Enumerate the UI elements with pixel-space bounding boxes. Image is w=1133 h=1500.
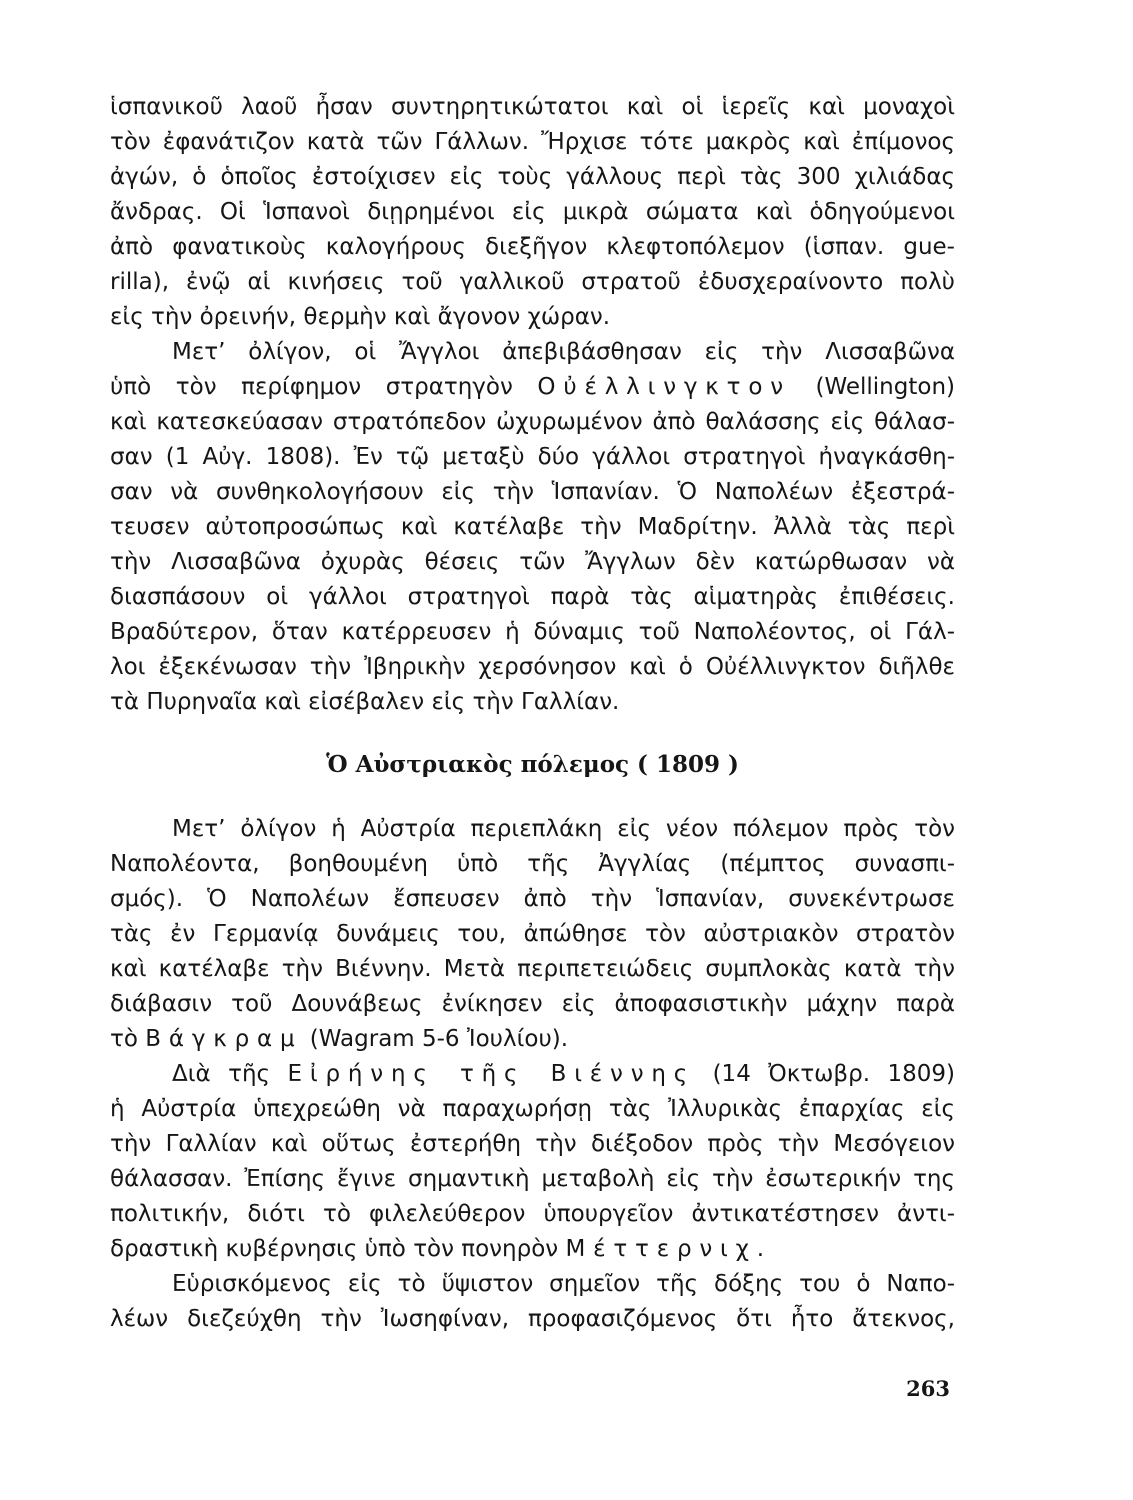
- text-line: λοι ἐξεκένωσαν τὴν Ἰβηρικὴν χερσόνησον καὶ ὁ Οὐέλλινγκτον διῆλθε: [110, 654, 955, 680]
- text-line: Εὑρισκόμενος εἰς τὸ ὕψιστον σημεῖον τῆς δόξης του ὁ Ναπο-: [172, 1271, 955, 1297]
- spaced-name: Βάγκραμ: [145, 1026, 303, 1052]
- text-line: [110, 370, 955, 405]
- text-line: ἱσπανικοῦ λαοῦ ἦσαν συντηρητικώτατοι καὶ οἱ ἱερεῖς καὶ μοναχοὶ: [110, 94, 955, 120]
- text-line: [110, 1232, 955, 1267]
- line-segment: .: [756, 1236, 765, 1262]
- text-line: rilla), ἐνῷ αἱ κινήσεις τοῦ γαλλικοῦ στρατοῦ ἐδυσχεραίνοντο πολὺ: [110, 269, 955, 295]
- spaced-name: Μέττερνιχ: [565, 1236, 757, 1262]
- text-line: ἀγών, ὁ ὁποῖος ἐστοίχισεν εἰς τοὺς γάλλους περὶ τὰς 300 χιλιάδας: [110, 164, 955, 190]
- text-line: [110, 1057, 955, 1092]
- text-line: τὴν Γαλλίαν καὶ οὕτως ἐστερήθη τὴν διέξοδον πρὸς τὴν Μεσόγειον: [110, 1131, 955, 1157]
- line-segment: (14 Ὀκτωβρ. 1809): [695, 1061, 955, 1087]
- paragraph: [110, 1057, 955, 1267]
- text-line: τὰ Πυρηναῖα καὶ εἰσέβαλεν εἰς τὴν Γαλλίαν.: [110, 689, 620, 715]
- paragraph: [110, 335, 955, 720]
- text-line: διάβασιν τοῦ Δουνάβεως ἐνίκησεν εἰς ἀποφασιστικὴν μάχην παρὰ: [110, 991, 955, 1017]
- line-segment: ὑπὸ τὸν περίφημον στρατηγὸν: [110, 374, 538, 400]
- text-line: Μετ’ ὀλίγον, οἱ Ἄγγλοι ἀπεβιβάσθησαν εἰς τὴν Λισσαβῶνα: [172, 339, 955, 365]
- text-line: Μετ’ ὀλίγον ἡ Αὐστρία περιεπλάκη εἰς νέον πόλεμον πρὸς τὸν: [172, 816, 955, 842]
- text-line: σαν νὰ συνθηκολογήσουν εἰς τὴν Ἱσπανίαν. Ὁ Ναπολέων ἐξεστρά-: [110, 479, 955, 505]
- paragraph: [110, 812, 955, 1057]
- text-line: λέων διεζεύχθη τὴν Ἰωσηφίναν, προφασιζόμενος ὅτι ἦτο ἄτεκνος,: [110, 1306, 955, 1332]
- page-number: 263: [906, 1376, 950, 1401]
- text-line: Βραδύτερον, ὅταν κατέρρευσεν ἡ δύναμις τοῦ Ναπολέοντος, οἱ Γάλ-: [110, 619, 955, 645]
- line-segment: τὸ: [110, 1026, 146, 1052]
- text-line: [110, 1022, 955, 1057]
- paragraph: [110, 1267, 955, 1337]
- section-heading: Ὁ Αὐστριακὸς πόλεμος ( 1809 ): [326, 751, 739, 778]
- text-line: τὴν Λισσαβῶνα ὀχυρὰς θέσεις τῶν Ἄγγλων δὲν κατώρθωσαν νὰ: [110, 549, 955, 575]
- text-line: τὸν ἐφανάτιζον κατὰ τῶν Γάλλων. Ἤρχισε τότε μακρὸς καὶ ἐπίμονος: [110, 129, 955, 155]
- text-line: τὰς ἐν Γερμανίᾳ δυνάμεις του, ἀπώθησε τὸν αὐστριακὸν στρατὸν: [110, 921, 955, 947]
- text-line: ἄνδρας. Οἱ Ἱσπανοὶ διῃρημένοι εἰς μικρὰ σώματα καὶ ὁδηγούμενοι: [110, 199, 955, 225]
- text-line: καὶ κατέλαβε τὴν Βιέννην. Μετὰ περιπετειώδεις συμπλοκὰς κατὰ τὴν: [110, 956, 955, 982]
- paragraph: [110, 90, 955, 335]
- text-line: θάλασσαν. Ἐπίσης ἔγινε σημαντικὴ μεταβολὴ εἰς τὴν ἐσωτερικήν της: [110, 1166, 955, 1192]
- text-line: σαν (1 Αὐγ. 1808). Ἐν τῷ μεταξὺ δύο γάλλοι στρατηγοὶ ἠναγκάσθη-: [110, 444, 955, 470]
- text-line: πολιτικήν, διότι τὸ φιλελεύθερον ὑπουργεῖον ἀντικατέστησεν ἀντι-: [110, 1201, 955, 1227]
- spaced-name: Εἰρήνης τῆς Βιέννης: [287, 1061, 696, 1087]
- text-line: Ναπολέοντα, βοηθουμένη ὑπὸ τῆς Ἀγγλίας (πέμπτος συνασπι-: [110, 851, 955, 877]
- text-line: ἀπὸ φανατικοὺς καλογήρους διεξῆγον κλεφτοπόλεμον (ἱσπαν. gue-: [110, 234, 955, 260]
- line-segment: (Wagram 5-6 Ἰουλίου).: [302, 1026, 569, 1052]
- line-segment: (Wellington): [790, 374, 955, 400]
- text-line: τευσεν αὐτοπροσώπως καὶ κατέλαβε τὴν Μαδρίτην. Ἀλλὰ τὰς περὶ: [110, 514, 955, 540]
- line-segment: Διὰ τῆς: [172, 1061, 288, 1087]
- text-line: διασπάσουν οἱ γάλλοι στρατηγοὶ παρὰ τὰς αἱματηρὰς ἐπιθέσεις.: [110, 584, 955, 610]
- text-line: ἡ Αὐστρία ὑπεχρεώθη νὰ παραχωρήσῃ τὰς Ἰλλυρικὰς ἐπαρχίας εἰς: [110, 1096, 955, 1122]
- text-block: [110, 812, 955, 1337]
- text-line: εἰς τὴν ὀρεινήν, θερμὴν καὶ ἄγονον χώραν.: [110, 304, 611, 330]
- text-line: σμός). Ὁ Ναπολέων ἔσπευσεν ἀπὸ τὴν Ἱσπανίαν, συνεκέντρωσε: [110, 886, 955, 912]
- line-segment: δραστικὴ κυβέρνησις ὑπὸ τὸν πονηρὸν: [110, 1236, 566, 1262]
- text-line: καὶ κατεσκεύασαν στρατόπεδον ὠχυρωμένον ἀπὸ θαλάσσης εἰς θάλασ-: [110, 409, 955, 435]
- text-block: [110, 90, 955, 720]
- spaced-name: Οὐέλλινγκτον: [537, 374, 791, 400]
